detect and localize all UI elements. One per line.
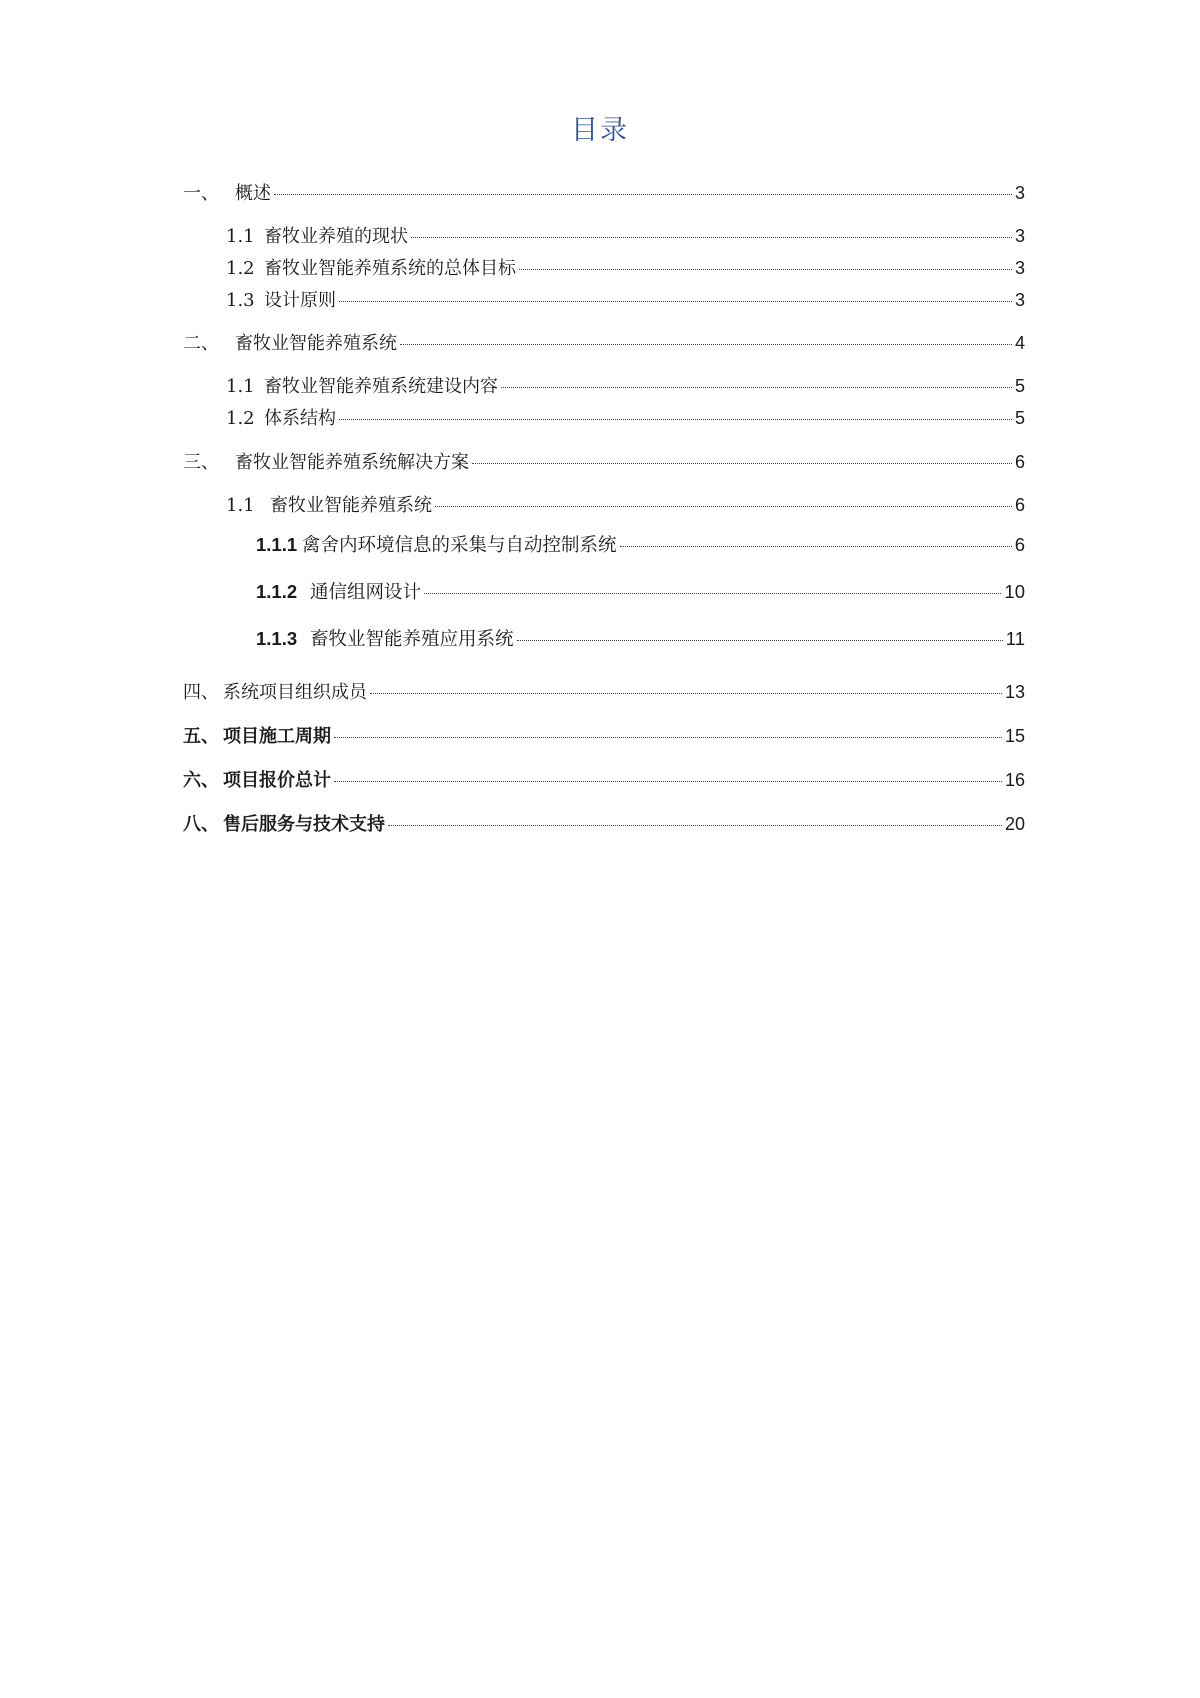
toc-entry-page: 10 <box>1004 581 1025 602</box>
toc-entry-page: 20 <box>1004 814 1025 834</box>
toc-entry-number: 1.1.3 <box>256 628 298 649</box>
toc-entry-number: 三、 <box>183 452 219 473</box>
toc-leader-dots <box>435 506 1012 507</box>
toc-entry-page: 3 <box>1014 258 1025 278</box>
toc-entry-text: 概述 <box>235 183 271 204</box>
toc-entry-number: 1.1.1 <box>256 534 298 555</box>
toc-leader-dots <box>517 640 1003 641</box>
toc-entry-page: 4 <box>1014 333 1025 353</box>
toc-entry-page: 6 <box>1014 534 1025 555</box>
toc-entry-text: 畜牧业智能养殖系统 <box>270 495 432 516</box>
toc-leader-dots <box>501 387 1012 388</box>
toc-entry-number: 五、 <box>183 726 219 746</box>
toc-leader-dots <box>339 419 1012 420</box>
toc-entry-3-1-3[interactable] <box>256 627 1025 651</box>
toc-entry-page: 15 <box>1004 726 1025 746</box>
toc-entry-text: 畜牧业智能养殖系统的总体目标 <box>264 258 516 279</box>
toc-entry-2-1[interactable] <box>226 374 1025 398</box>
toc-entry-2[interactable] <box>183 331 1025 355</box>
toc-leader-dots <box>620 546 1012 547</box>
toc-entry-2-2[interactable] <box>226 406 1025 430</box>
toc-leader-dots <box>400 344 1012 345</box>
toc-entry-text: 系统项目组织成员 <box>223 682 367 703</box>
toc-entry-number: 1.1.2 <box>256 581 298 602</box>
toc-entry-page: 6 <box>1014 495 1025 515</box>
toc-leader-dots <box>411 237 1012 238</box>
toc-entry-8[interactable] <box>183 812 1025 836</box>
toc-entry-1[interactable] <box>183 181 1025 205</box>
toc-entry-text: 售后服务与技术支持 <box>223 814 385 834</box>
toc-entry-text: 通信组网设计 <box>310 582 422 603</box>
toc-leader-dots <box>472 463 1012 464</box>
toc-entry-number: 1.1 <box>226 376 255 397</box>
toc-entry-page: 3 <box>1014 183 1025 203</box>
toc-entry-number: 1.1 <box>226 495 255 516</box>
toc-leader-dots <box>388 825 1002 826</box>
toc-entry-page: 3 <box>1014 226 1025 246</box>
toc-entry-number: 八、 <box>183 814 219 834</box>
toc-leader-dots <box>519 269 1012 270</box>
toc-entry-1-1[interactable] <box>226 224 1025 248</box>
toc-entry-text: 畜牧业智能养殖应用系统 <box>310 629 514 650</box>
toc-title: 目录 <box>571 115 629 146</box>
toc-entry-3-1-1[interactable] <box>256 533 1025 557</box>
toc-entry-text: 畜牧业养殖的现状 <box>264 226 408 247</box>
toc-entry-text: 畜牧业智能养殖系统 <box>235 333 397 354</box>
toc-entry-page: 6 <box>1014 452 1025 472</box>
toc-entry-text: 畜牧业智能养殖系统解决方案 <box>235 452 469 473</box>
toc-entry-3-1-2[interactable] <box>256 580 1025 604</box>
toc-entry-6[interactable] <box>183 768 1025 792</box>
toc-leader-dots <box>274 194 1012 195</box>
toc-entry-page: 11 <box>1005 628 1025 649</box>
toc-entry-number: 六、 <box>183 770 219 790</box>
toc-entry-number: 1.2 <box>226 258 255 279</box>
toc-entry-number: 四、 <box>183 682 219 703</box>
toc-entry-text: 畜牧业智能养殖系统建设内容 <box>264 376 498 397</box>
toc-entry-page: 5 <box>1014 376 1025 396</box>
toc-entry-1-2[interactable] <box>226 256 1025 280</box>
toc-entry-number: 二、 <box>183 333 219 354</box>
toc-entry-number: 1.2 <box>226 408 255 429</box>
toc-entry-4[interactable] <box>183 680 1025 704</box>
toc-entry-page: 16 <box>1004 770 1025 790</box>
toc-entry-page: 13 <box>1004 682 1025 702</box>
toc-leader-dots <box>339 301 1012 302</box>
toc-entry-text: 项目施工周期 <box>223 726 331 746</box>
toc-entry-3-1[interactable] <box>226 493 1025 517</box>
toc-leader-dots <box>334 737 1002 738</box>
toc-leader-dots <box>424 593 1001 594</box>
toc-entry-number: 1.1 <box>226 226 255 247</box>
toc-leader-dots <box>334 781 1002 782</box>
toc-entry-3[interactable] <box>183 450 1025 474</box>
toc-entry-text: 项目报价总计 <box>223 770 331 790</box>
toc-entry-text: 禽舍内环境信息的采集与自动控制系统 <box>302 535 617 556</box>
toc-entry-text: 设计原则 <box>264 290 336 311</box>
toc-entry-number: 1.3 <box>226 290 255 311</box>
toc-entry-5[interactable] <box>183 724 1025 748</box>
toc-leader-dots <box>370 693 1002 694</box>
toc-entry-1-3[interactable] <box>226 288 1025 312</box>
toc-entry-number: 一、 <box>183 183 219 204</box>
toc-entry-page: 3 <box>1014 290 1025 310</box>
toc-entry-page: 5 <box>1014 408 1025 428</box>
toc-entry-text: 体系结构 <box>264 408 336 429</box>
